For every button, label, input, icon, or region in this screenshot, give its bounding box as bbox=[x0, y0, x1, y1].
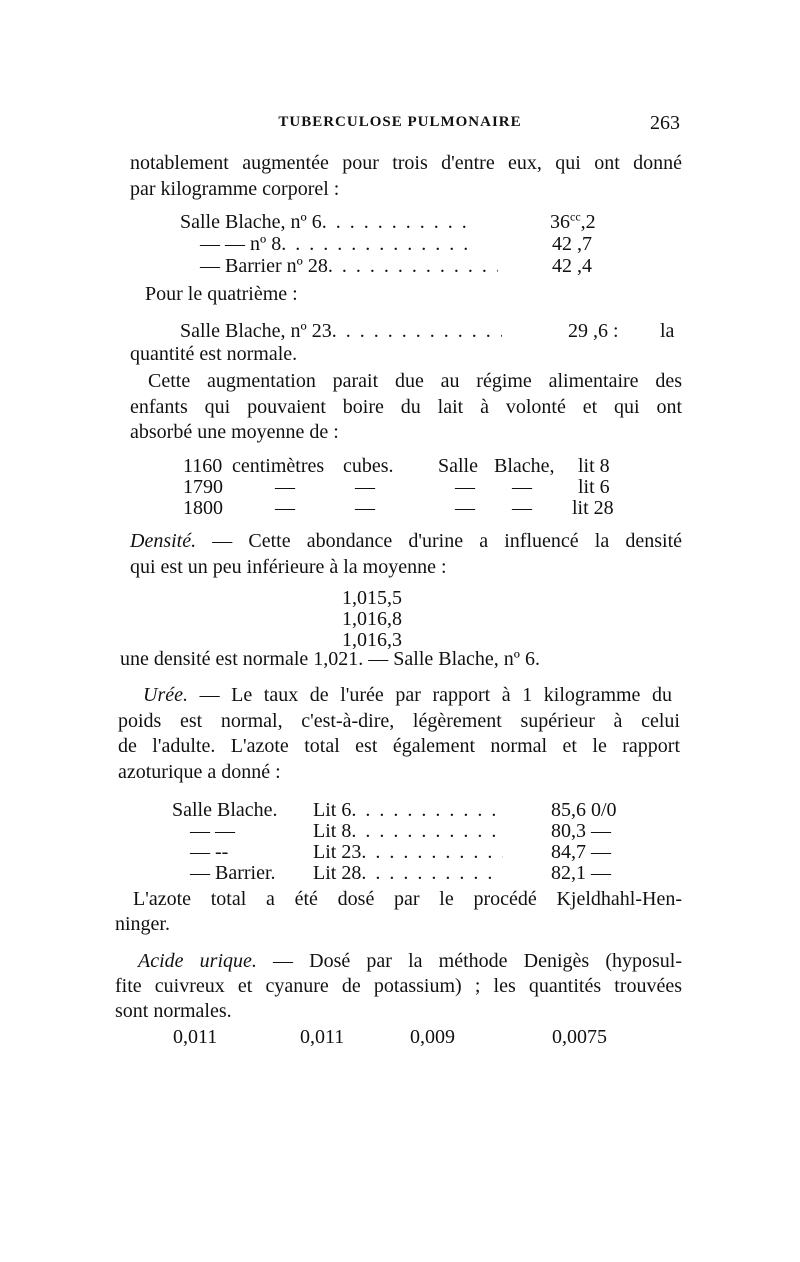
table-cell: — bbox=[512, 476, 532, 498]
list-label: Salle Blache, nº 6 bbox=[180, 211, 322, 233]
paragraph-line: ninger. bbox=[115, 913, 170, 935]
table-cell: — — bbox=[190, 820, 235, 842]
list-label: Salle Blache, nº 23 bbox=[180, 320, 332, 342]
list-value: 42 ,7 bbox=[552, 233, 592, 255]
paragraph-line: notablement augmentée pour trois d'entre eux, qui ont donné bbox=[130, 152, 682, 174]
table-cell: — bbox=[355, 476, 375, 498]
density-value: 1,016,3 bbox=[342, 629, 402, 651]
paragraph-line: L'azote total a été dosé par le procédé Kjeldhahl-Hen- bbox=[133, 888, 682, 910]
list-value: $36^{cc},2$ bbox=[550, 209, 596, 233]
table-cell: — bbox=[455, 476, 475, 498]
dot-leader bbox=[281, 233, 471, 255]
dot-leader bbox=[332, 320, 502, 342]
table-cell: 80,3 — bbox=[551, 820, 611, 842]
table-cell: lit 8 bbox=[578, 455, 610, 477]
paragraph-line: quantité est normale. bbox=[130, 343, 298, 365]
table-cell: — bbox=[355, 497, 375, 519]
uric-acid-value: 0,009 bbox=[410, 1026, 455, 1048]
paragraph-line: Pour le quatrième : bbox=[145, 283, 298, 305]
table-cell: — Barrier. bbox=[190, 862, 276, 884]
list-value: 42 ,4 bbox=[552, 255, 592, 277]
running-header bbox=[120, 112, 680, 136]
table-cell: — bbox=[275, 476, 295, 498]
list-item bbox=[180, 320, 502, 342]
paragraph-line: par kilogramme corporel : bbox=[130, 178, 340, 200]
table-cell: — bbox=[455, 497, 475, 519]
paragraph-line: enfants qui pouvaient boire du lait à volonté et qui ont bbox=[130, 396, 682, 418]
section-heading: Densité. bbox=[130, 530, 197, 552]
table-cell: 84,7 — bbox=[551, 841, 611, 863]
table-cell: Lit 6. . . bbox=[313, 799, 503, 821]
list-label: — Barrier nº 28 bbox=[200, 255, 328, 277]
paragraph-line: sont normales. bbox=[115, 1000, 232, 1022]
paragraph-line: azoturique a donné : bbox=[118, 761, 281, 783]
page-number: 263 bbox=[650, 112, 680, 134]
paragraph-line: Urée. — Le taux de l'urée par rapport à 1 kilogramme du bbox=[143, 684, 673, 706]
table-cell: Lit 8. . . bbox=[313, 820, 503, 842]
table-cell: Lit 28. . . bbox=[313, 862, 501, 884]
section-heading: Urée. bbox=[143, 684, 188, 706]
paragraph-line: poids est normal, c'est-à-dire, légèrement supérieur à celui bbox=[118, 710, 680, 732]
table-cell: lit 6 bbox=[578, 476, 610, 498]
table-cell: lit 28 bbox=[572, 497, 614, 519]
table-cell: Salle bbox=[438, 455, 478, 477]
table-cell: 1160 bbox=[183, 455, 223, 477]
paragraph-line: absorbé une moyenne de : bbox=[130, 421, 339, 443]
table-cell: — bbox=[512, 497, 532, 519]
dot-leader bbox=[351, 799, 503, 821]
dot-leader bbox=[361, 841, 503, 863]
table-cell: 85,6 0/0 bbox=[551, 799, 617, 821]
table-cell: 82,1 — bbox=[551, 862, 611, 884]
paragraph-line: une densité est normale 1,021. — Salle Blache, nº 6. bbox=[120, 648, 540, 670]
uric-acid-value: 0,011 bbox=[300, 1026, 345, 1048]
density-value: 1,016,8 bbox=[342, 608, 402, 630]
paragraph-line: fite cuivreux et cyanure de potassium) ; les quantités trouvées bbox=[115, 975, 682, 997]
list-label: — — nº 8 bbox=[200, 233, 282, 255]
list-item bbox=[200, 255, 498, 277]
dot-leader bbox=[328, 255, 498, 277]
table-cell: Blache, bbox=[494, 455, 555, 477]
dot-leader bbox=[351, 820, 503, 842]
table-cell: 1790 bbox=[183, 476, 223, 498]
dot-leader bbox=[322, 211, 472, 233]
uric-acid-value: 0,0075 bbox=[552, 1026, 607, 1048]
paragraph-line: Acide urique. — Dosé par la méthode Denigès (hyposul- bbox=[138, 950, 683, 972]
dot-leader bbox=[361, 862, 501, 884]
table-cell: 1800 bbox=[183, 497, 223, 519]
table-cell: — -- bbox=[190, 841, 229, 863]
table-cell: Salle Blache. bbox=[172, 799, 278, 821]
table-cell: cubes. bbox=[343, 455, 394, 477]
paragraph-line: de l'adulte. L'azote total est également normal et le rapport bbox=[118, 735, 680, 757]
section-heading: Acide urique. bbox=[138, 950, 257, 972]
list-item bbox=[180, 211, 472, 233]
density-value: 1,015,5 bbox=[342, 587, 402, 609]
uric-acid-value: 0,011 bbox=[173, 1026, 218, 1048]
list-item bbox=[200, 233, 471, 255]
paragraph-line: Cette augmentation parait due au régime alimentaire des bbox=[148, 370, 682, 392]
table-cell: centimètres bbox=[232, 455, 325, 477]
paragraph-line: qui est un peu inférieure à la moyenne : bbox=[130, 556, 447, 578]
table-cell: — bbox=[275, 497, 295, 519]
paragraph-line: Densité. — Cette abondance d'urine a influencé la densité bbox=[130, 530, 682, 552]
list-value: 29 ,6 : bbox=[568, 320, 619, 342]
table-cell: Lit 23. . . bbox=[313, 841, 503, 863]
list-value: la bbox=[660, 320, 675, 342]
running-title: TUBERCULOSE PULMONAIRE bbox=[278, 114, 522, 130]
